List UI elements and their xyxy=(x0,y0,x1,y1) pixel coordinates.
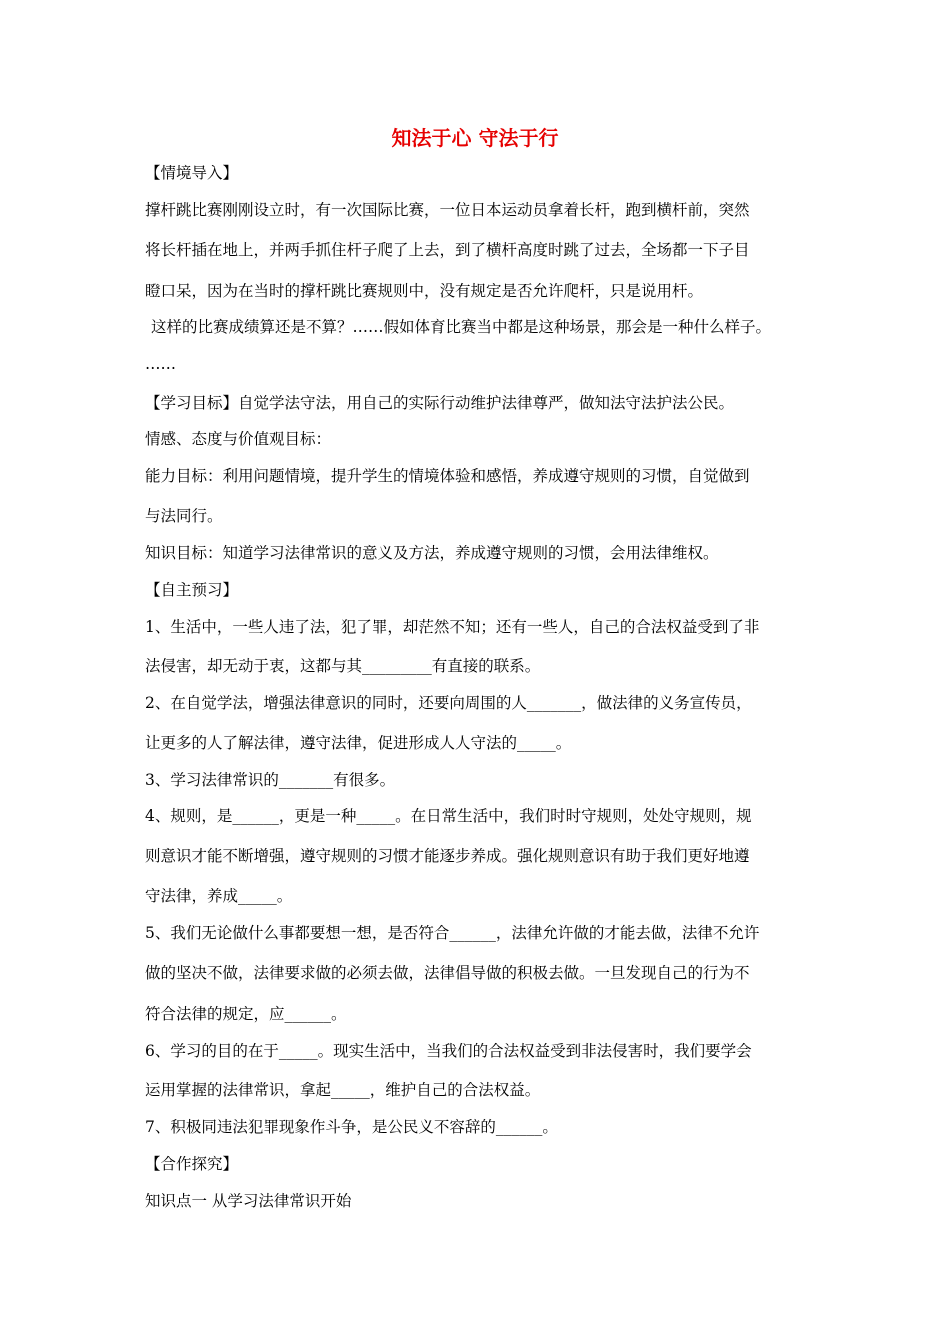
question-line: 做的坚决不做，法律要求做的必须去做，法律倡导做的积极去做。一旦发现自己的行为不 xyxy=(145,964,750,982)
question-line: 2、在自觉学法，增强法律意识的同时，还要向周围的人_______，做法律的义务宣传员， xyxy=(145,694,752,712)
question-line: 符合法律的规定，应______。 xyxy=(145,1005,347,1023)
knowledge-point-heading: 知识点一 从学习法律常识开始 xyxy=(145,1192,352,1210)
question-line: 让更多的人了解法律，遵守法律，促进形成人人守法的_____。 xyxy=(145,734,572,752)
question-line: 3、学习法律常识的_______有很多。 xyxy=(145,771,396,789)
paragraph-line: 知识目标：知道学习法律常识的意义及方法，养成遵守规则的习惯，会用法律维权。 xyxy=(145,544,719,562)
paragraph-line: 瞪口呆，因为在当时的撑杆跳比赛规则中，没有规定是否允许爬杆，只是说用杆。 xyxy=(145,282,704,300)
paragraph-line: …… xyxy=(145,355,176,373)
paragraph-line: 情感、态度与价值观目标： xyxy=(145,430,332,448)
paragraph-line: 能力目标：利用问题情境，提升学生的情境体验和感悟，养成遵守规则的习惯，自觉做到 xyxy=(145,467,750,485)
question-line: 运用掌握的法律常识，拿起_____，维护自己的合法权益。 xyxy=(145,1081,541,1099)
section-heading-intro: 【情境导入】 xyxy=(145,164,239,182)
question-line: 1、生活中，一些人违了法，犯了罪，却茫然不知；还有一些人，自己的合法权益受到了非 xyxy=(145,618,760,636)
section-heading-goals: 【学习目标】自觉学法守法，用自己的实际行动维护法律尊严，做知法守法护法公民。 xyxy=(145,394,735,412)
question-line: 法侵害，却无动于衷，这都与其_________有直接的联系。 xyxy=(145,657,541,675)
document-title: 知法于心 守法于行 xyxy=(391,126,559,150)
question-line: 4、规则，是______，更是一种_____。在日常生活中，我们时时守规则，处处守规则，规 xyxy=(145,807,752,825)
question-line: 5、我们无论做什么事都要想一想，是否符合______，法律允许做的才能去做，法律不允许 xyxy=(145,924,760,942)
question-line: 守法律，养成_____。 xyxy=(145,887,293,905)
question-line: 则意识才能不断增强，遵守规则的习惯才能逐步养成。强化规则意识有助于我们更好地遵 xyxy=(145,847,750,865)
paragraph-line: 撑杆跳比赛刚刚设立时，有一次国际比赛，一位日本运动员拿着长杆，跑到横杆前，突然 xyxy=(145,201,750,219)
paragraph-line: 与法同行。 xyxy=(145,507,223,525)
paragraph-line: 这样的比赛成绩算还是不算？……假如体育比赛当中都是这种场景，那会是一种什么样子。 xyxy=(151,318,772,336)
question-line: 6、学习的目的在于_____。现实生活中，当我们的合法权益受到非法侵害时，我们要学会 xyxy=(145,1042,752,1060)
section-heading-explore: 【合作探究】 xyxy=(145,1155,239,1173)
question-line: 7、积极同违法犯罪现象作斗争，是公民义不容辞的______。 xyxy=(145,1118,558,1136)
paragraph-line: 将长杆插在地上，并两手抓住杆子爬了上去，到了横杆高度时跳了过去，全场都一下子目 xyxy=(145,241,750,259)
section-heading-preview: 【自主预习】 xyxy=(145,581,239,599)
